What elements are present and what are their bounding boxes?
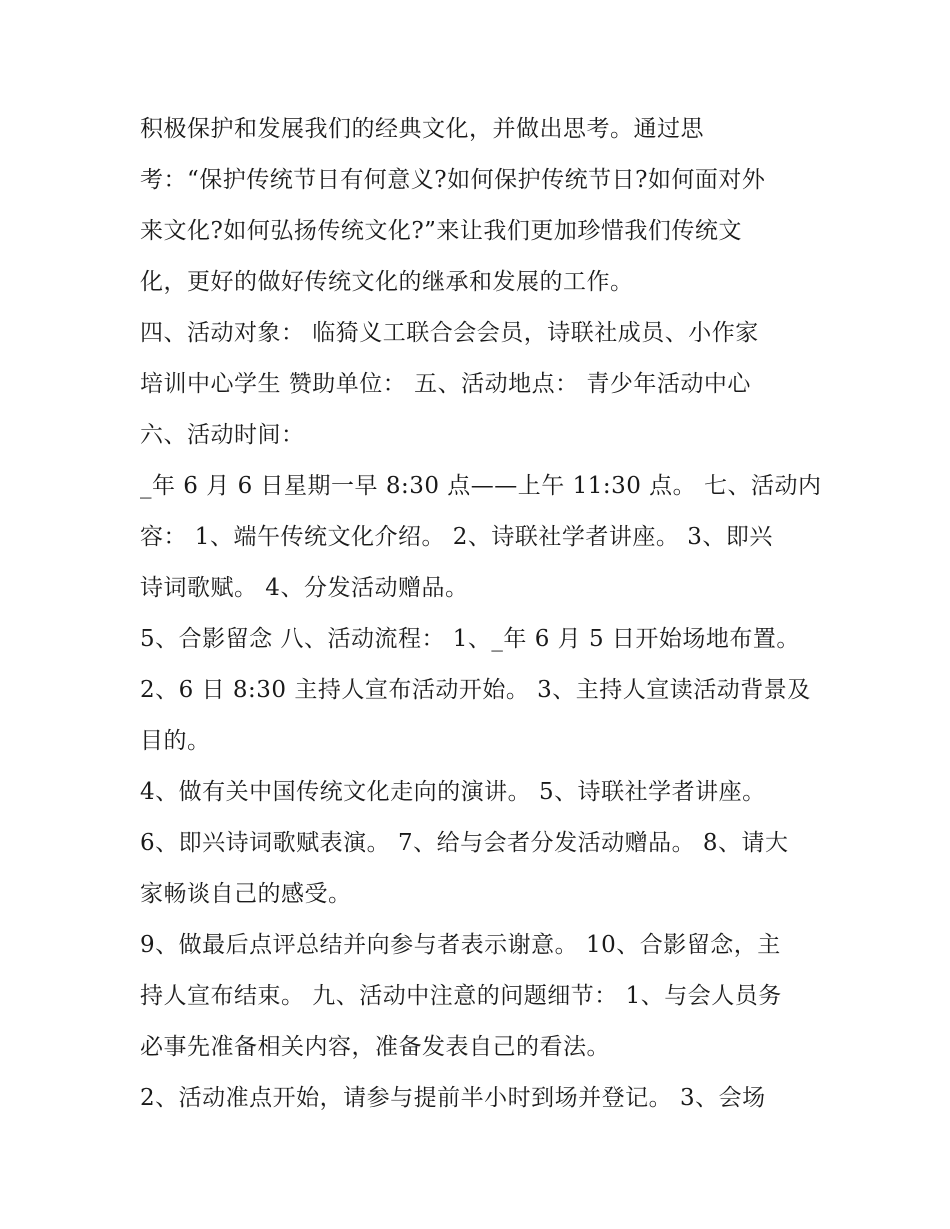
- text-line: 来文化?如何弘扬传统文化?”来让我们更加珍惜我们传统文: [140, 218, 742, 244]
- text-line: 六、活动时间：: [140, 422, 305, 448]
- text-line: 考：“保护传统节日有何意义?如何保护传统节日?如何面对外: [140, 167, 766, 193]
- text-line: 6、即兴诗词歌赋表演。 7、给与会者分发活动赠品。 8、请大: [140, 830, 789, 856]
- text-line: 培训中心学生 赞助单位： 五、活动地点： 青少年活动中心: [140, 371, 751, 397]
- text-line: 4、做有关中国传统文化走向的演讲。 5、诗联社学者讲座。: [140, 779, 766, 805]
- text-line: 必事先准备相关内容，准备发表自己的看法。: [140, 1034, 610, 1060]
- text-line: 四、活动对象： 临猗义工联合会会员，诗联社成员、小作家: [140, 320, 759, 346]
- text-line: 持人宣布结束。 九、活动中注意的问题细节： 1、与会人员务: [140, 983, 782, 1009]
- text-line: 容： 1、端午传统文化介绍。 2、诗联社学者讲座。 3、即兴: [140, 524, 773, 550]
- text-line: _年 6 月 6 日星期一早 8:30 点——上午 11:30 点。 七、活动内: [140, 473, 822, 499]
- text-line: 化，更好的做好传统文化的继承和发展的工作。: [140, 269, 634, 295]
- text-line: 2、6 日 8:30 主持人宣布活动开始。 3、主持人宣读活动背景及: [140, 677, 811, 703]
- text-line: 9、做最后点评总结并向参与者表示谢意。 10、合影留念，主: [140, 932, 781, 958]
- text-line: 家畅谈自己的感受。: [140, 881, 352, 907]
- text-line: 积极保护和发展我们的经典文化，并做出思考。通过思: [140, 116, 704, 142]
- text-line: 5、合影留念 八、活动流程： 1、_年 6 月 5 日开始场地布置。: [140, 626, 800, 652]
- text-line: 目的。: [140, 728, 211, 754]
- text-line: 诗词歌赋。 4、分发活动赠品。: [140, 575, 469, 601]
- text-line: 2、活动准点开始，请参与提前半小时到场并登记。 3、会场: [140, 1085, 766, 1111]
